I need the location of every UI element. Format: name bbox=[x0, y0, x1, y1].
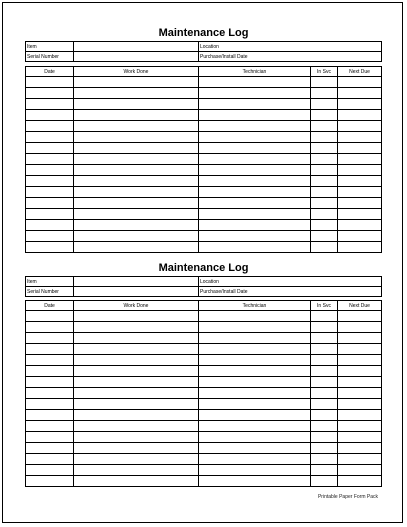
technician-header: Technician bbox=[199, 301, 311, 311]
in-svc-cell[interactable] bbox=[311, 88, 338, 99]
work-done-cell[interactable] bbox=[74, 410, 199, 421]
work-done-cell[interactable] bbox=[74, 377, 199, 388]
date-cell[interactable] bbox=[26, 465, 74, 476]
location-cell[interactable] bbox=[199, 42, 382, 52]
table-row bbox=[26, 187, 382, 198]
table-row bbox=[26, 77, 382, 88]
item-label: Item bbox=[26, 277, 74, 287]
date-cell[interactable] bbox=[26, 143, 74, 154]
in-svc-header: In Svc bbox=[311, 67, 338, 77]
next-due-cell[interactable] bbox=[338, 476, 382, 487]
work-done-cell[interactable] bbox=[74, 231, 199, 242]
table-row bbox=[26, 476, 382, 487]
next-due-cell[interactable] bbox=[338, 187, 382, 198]
date-cell[interactable] bbox=[26, 454, 74, 465]
next-due-cell[interactable] bbox=[338, 77, 382, 88]
in-svc-cell[interactable] bbox=[311, 388, 338, 399]
technician-cell[interactable] bbox=[199, 187, 311, 198]
table-row bbox=[26, 99, 382, 110]
purchase-install-date-label: Purchase/Install Date bbox=[200, 53, 248, 60]
technician-cell[interactable] bbox=[199, 132, 311, 143]
in-svc-cell[interactable] bbox=[311, 154, 338, 165]
date-cell[interactable] bbox=[26, 77, 74, 88]
in-svc-cell[interactable] bbox=[311, 209, 338, 220]
next-due-header: Next Due bbox=[338, 301, 382, 311]
technician-cell[interactable] bbox=[199, 377, 311, 388]
table-row bbox=[26, 432, 382, 443]
technician-cell[interactable] bbox=[199, 121, 311, 132]
date-cell[interactable] bbox=[26, 209, 74, 220]
in-svc-cell[interactable] bbox=[311, 198, 338, 209]
next-due-cell[interactable] bbox=[338, 366, 382, 377]
technician-cell[interactable] bbox=[199, 421, 311, 432]
date-cell[interactable] bbox=[26, 154, 74, 165]
work-done-cell[interactable] bbox=[74, 355, 199, 366]
date-cell[interactable] bbox=[26, 187, 74, 198]
form-page bbox=[2, 2, 403, 523]
technician-header: Technician bbox=[199, 67, 311, 77]
work-done-header: Work Done bbox=[74, 301, 199, 311]
in-svc-cell[interactable] bbox=[311, 77, 338, 88]
work-done-cell[interactable] bbox=[74, 198, 199, 209]
date-cell[interactable] bbox=[26, 322, 74, 333]
table-row bbox=[26, 355, 382, 366]
technician-cell[interactable] bbox=[199, 143, 311, 154]
next-due-cell[interactable] bbox=[338, 421, 382, 432]
technician-cell[interactable] bbox=[199, 476, 311, 487]
work-done-cell[interactable] bbox=[74, 77, 199, 88]
next-due-cell[interactable] bbox=[338, 443, 382, 454]
work-done-cell[interactable] bbox=[74, 421, 199, 432]
technician-cell[interactable] bbox=[199, 311, 311, 322]
technician-cell[interactable] bbox=[199, 220, 311, 231]
date-cell[interactable] bbox=[26, 421, 74, 432]
section-1-log-rows bbox=[26, 77, 382, 253]
technician-cell[interactable] bbox=[199, 88, 311, 99]
work-done-cell[interactable] bbox=[74, 209, 199, 220]
work-done-cell[interactable] bbox=[74, 432, 199, 443]
table-row bbox=[26, 176, 382, 187]
work-done-cell[interactable] bbox=[74, 344, 199, 355]
date-cell[interactable] bbox=[26, 231, 74, 242]
date-cell[interactable] bbox=[26, 132, 74, 143]
next-due-cell[interactable] bbox=[338, 454, 382, 465]
work-done-cell[interactable] bbox=[74, 220, 199, 231]
work-done-cell[interactable] bbox=[74, 443, 199, 454]
technician-cell[interactable] bbox=[199, 465, 311, 476]
date-cell[interactable] bbox=[26, 443, 74, 454]
section-1-info-table bbox=[25, 41, 382, 62]
table-row bbox=[26, 344, 382, 355]
next-due-cell[interactable] bbox=[338, 388, 382, 399]
technician-cell[interactable] bbox=[199, 322, 311, 333]
next-due-cell[interactable] bbox=[338, 99, 382, 110]
date-header: Date bbox=[26, 301, 74, 311]
in-svc-cell[interactable] bbox=[311, 377, 338, 388]
next-due-cell[interactable] bbox=[338, 344, 382, 355]
date-cell[interactable] bbox=[26, 176, 74, 187]
in-svc-cell[interactable] bbox=[311, 176, 338, 187]
work-done-cell[interactable] bbox=[74, 176, 199, 187]
table-row bbox=[26, 322, 382, 333]
technician-cell[interactable] bbox=[199, 344, 311, 355]
work-done-cell[interactable] bbox=[74, 399, 199, 410]
date-cell[interactable] bbox=[26, 165, 74, 176]
in-svc-header: In Svc bbox=[311, 301, 338, 311]
technician-cell[interactable] bbox=[199, 198, 311, 209]
table-row bbox=[26, 465, 382, 476]
next-due-cell[interactable] bbox=[338, 143, 382, 154]
work-done-cell[interactable] bbox=[74, 110, 199, 121]
work-done-cell[interactable] bbox=[74, 154, 199, 165]
technician-cell[interactable] bbox=[199, 366, 311, 377]
in-svc-cell[interactable] bbox=[311, 110, 338, 121]
location-label: Location bbox=[200, 278, 219, 285]
work-done-cell[interactable] bbox=[74, 366, 199, 377]
next-due-cell[interactable] bbox=[338, 176, 382, 187]
next-due-cell[interactable] bbox=[338, 209, 382, 220]
table-row bbox=[26, 165, 382, 176]
date-cell[interactable] bbox=[26, 388, 74, 399]
next-due-cell[interactable] bbox=[338, 165, 382, 176]
date-cell[interactable] bbox=[26, 110, 74, 121]
table-row bbox=[26, 198, 382, 209]
work-done-cell[interactable] bbox=[74, 333, 199, 344]
next-due-cell[interactable] bbox=[338, 465, 382, 476]
table-row bbox=[26, 454, 382, 465]
work-done-cell[interactable] bbox=[74, 388, 199, 399]
table-row bbox=[26, 132, 382, 143]
in-svc-cell[interactable] bbox=[311, 465, 338, 476]
table-row bbox=[26, 242, 382, 253]
next-due-cell[interactable] bbox=[338, 399, 382, 410]
location-label: Location bbox=[200, 43, 219, 50]
in-svc-cell[interactable] bbox=[311, 165, 338, 176]
next-due-cell[interactable] bbox=[338, 88, 382, 99]
next-due-cell[interactable] bbox=[338, 410, 382, 421]
item-field[interactable] bbox=[74, 42, 199, 52]
date-cell[interactable] bbox=[26, 344, 74, 355]
section-2-info-table bbox=[25, 276, 382, 297]
in-svc-cell[interactable] bbox=[311, 355, 338, 366]
in-svc-cell[interactable] bbox=[311, 242, 338, 253]
table-row bbox=[26, 311, 382, 322]
technician-cell[interactable] bbox=[199, 454, 311, 465]
date-cell[interactable] bbox=[26, 355, 74, 366]
work-done-cell[interactable] bbox=[74, 88, 199, 99]
work-done-cell[interactable] bbox=[74, 121, 199, 132]
in-svc-cell[interactable] bbox=[311, 410, 338, 421]
next-due-cell[interactable] bbox=[338, 333, 382, 344]
next-due-cell[interactable] bbox=[338, 154, 382, 165]
technician-cell[interactable] bbox=[199, 231, 311, 242]
technician-cell[interactable] bbox=[199, 77, 311, 88]
work-done-cell[interactable] bbox=[74, 476, 199, 487]
table-row bbox=[26, 220, 382, 231]
location-cell[interactable] bbox=[199, 277, 382, 287]
date-header: Date bbox=[26, 67, 74, 77]
log-header-row bbox=[26, 301, 382, 311]
date-cell[interactable] bbox=[26, 198, 74, 209]
in-svc-cell[interactable] bbox=[311, 143, 338, 154]
table-row bbox=[26, 388, 382, 399]
in-svc-cell[interactable] bbox=[311, 476, 338, 487]
work-done-cell[interactable] bbox=[74, 165, 199, 176]
in-svc-cell[interactable] bbox=[311, 399, 338, 410]
date-cell[interactable] bbox=[26, 410, 74, 421]
next-due-header: Next Due bbox=[338, 67, 382, 77]
date-cell[interactable] bbox=[26, 242, 74, 253]
table-row bbox=[26, 143, 382, 154]
table-row bbox=[26, 410, 382, 421]
next-due-cell[interactable] bbox=[338, 220, 382, 231]
in-svc-cell[interactable] bbox=[311, 231, 338, 242]
technician-cell[interactable] bbox=[199, 165, 311, 176]
date-cell[interactable] bbox=[26, 399, 74, 410]
work-done-header: Work Done bbox=[74, 67, 199, 77]
work-done-cell[interactable] bbox=[74, 187, 199, 198]
in-svc-cell[interactable] bbox=[311, 432, 338, 443]
table-row bbox=[26, 399, 382, 410]
table-row bbox=[26, 443, 382, 454]
log-header-row bbox=[26, 67, 382, 77]
purchase-install-date-cell[interactable] bbox=[199, 287, 382, 297]
next-due-cell[interactable] bbox=[338, 198, 382, 209]
table-row bbox=[26, 121, 382, 132]
technician-cell[interactable] bbox=[199, 399, 311, 410]
in-svc-cell[interactable] bbox=[311, 454, 338, 465]
table-row bbox=[26, 421, 382, 432]
section-1-log-table bbox=[25, 66, 382, 253]
date-cell[interactable] bbox=[26, 476, 74, 487]
in-svc-cell[interactable] bbox=[311, 322, 338, 333]
serial-number-field[interactable] bbox=[74, 52, 199, 62]
technician-cell[interactable] bbox=[199, 388, 311, 399]
technician-cell[interactable] bbox=[199, 242, 311, 253]
work-done-cell[interactable] bbox=[74, 454, 199, 465]
work-done-cell[interactable] bbox=[74, 311, 199, 322]
table-row bbox=[26, 154, 382, 165]
table-row bbox=[26, 333, 382, 344]
in-svc-cell[interactable] bbox=[311, 311, 338, 322]
section-2-title: Maintenance Log bbox=[158, 262, 249, 274]
technician-cell[interactable] bbox=[199, 443, 311, 454]
in-svc-cell[interactable] bbox=[311, 121, 338, 132]
table-row bbox=[26, 209, 382, 220]
technician-cell[interactable] bbox=[199, 355, 311, 366]
in-svc-cell[interactable] bbox=[311, 366, 338, 377]
technician-cell[interactable] bbox=[199, 110, 311, 121]
next-due-cell[interactable] bbox=[338, 110, 382, 121]
in-svc-cell[interactable] bbox=[311, 421, 338, 432]
in-svc-cell[interactable] bbox=[311, 187, 338, 198]
table-row bbox=[26, 366, 382, 377]
technician-cell[interactable] bbox=[199, 209, 311, 220]
date-cell[interactable] bbox=[26, 220, 74, 231]
table-row bbox=[26, 88, 382, 99]
next-due-cell[interactable] bbox=[338, 121, 382, 132]
technician-cell[interactable] bbox=[199, 99, 311, 110]
in-svc-cell[interactable] bbox=[311, 443, 338, 454]
purchase-install-date-cell[interactable] bbox=[199, 52, 382, 62]
technician-cell[interactable] bbox=[199, 176, 311, 187]
date-cell[interactable] bbox=[26, 432, 74, 443]
section-2-log-table bbox=[25, 300, 382, 487]
date-cell[interactable] bbox=[26, 366, 74, 377]
section-2-log-rows bbox=[26, 311, 382, 487]
work-done-cell[interactable] bbox=[74, 322, 199, 333]
work-done-cell[interactable] bbox=[74, 132, 199, 143]
purchase-install-date-label: Purchase/Install Date bbox=[200, 288, 248, 295]
date-cell[interactable] bbox=[26, 377, 74, 388]
technician-cell[interactable] bbox=[199, 333, 311, 344]
footer-text: Printable Paper Form Pack bbox=[317, 494, 378, 500]
in-svc-cell[interactable] bbox=[311, 132, 338, 143]
next-due-cell[interactable] bbox=[338, 377, 382, 388]
serial-number-field[interactable] bbox=[74, 287, 199, 297]
table-row bbox=[26, 377, 382, 388]
next-due-cell[interactable] bbox=[338, 322, 382, 333]
work-done-cell[interactable] bbox=[74, 143, 199, 154]
work-done-cell[interactable] bbox=[74, 242, 199, 253]
technician-cell[interactable] bbox=[199, 432, 311, 443]
next-due-cell[interactable] bbox=[338, 242, 382, 253]
next-due-cell[interactable] bbox=[338, 311, 382, 322]
in-svc-cell[interactable] bbox=[311, 344, 338, 355]
work-done-cell[interactable] bbox=[74, 465, 199, 476]
date-cell[interactable] bbox=[26, 333, 74, 344]
next-due-cell[interactable] bbox=[338, 355, 382, 366]
in-svc-cell[interactable] bbox=[311, 333, 338, 344]
serial-number-label: Serial Number bbox=[26, 52, 74, 62]
date-cell[interactable] bbox=[26, 88, 74, 99]
technician-cell[interactable] bbox=[199, 410, 311, 421]
serial-number-label: Serial Number bbox=[26, 287, 74, 297]
item-field[interactable] bbox=[74, 277, 199, 287]
table-row bbox=[26, 231, 382, 242]
next-due-cell[interactable] bbox=[338, 132, 382, 143]
table-row bbox=[26, 110, 382, 121]
in-svc-cell[interactable] bbox=[311, 220, 338, 231]
work-done-cell[interactable] bbox=[74, 99, 199, 110]
next-due-cell[interactable] bbox=[338, 231, 382, 242]
date-cell[interactable] bbox=[26, 121, 74, 132]
technician-cell[interactable] bbox=[199, 154, 311, 165]
section-1-title: Maintenance Log bbox=[158, 27, 249, 39]
date-cell[interactable] bbox=[26, 311, 74, 322]
date-cell[interactable] bbox=[26, 99, 74, 110]
next-due-cell[interactable] bbox=[338, 432, 382, 443]
in-svc-cell[interactable] bbox=[311, 99, 338, 110]
item-label: Item bbox=[26, 42, 74, 52]
